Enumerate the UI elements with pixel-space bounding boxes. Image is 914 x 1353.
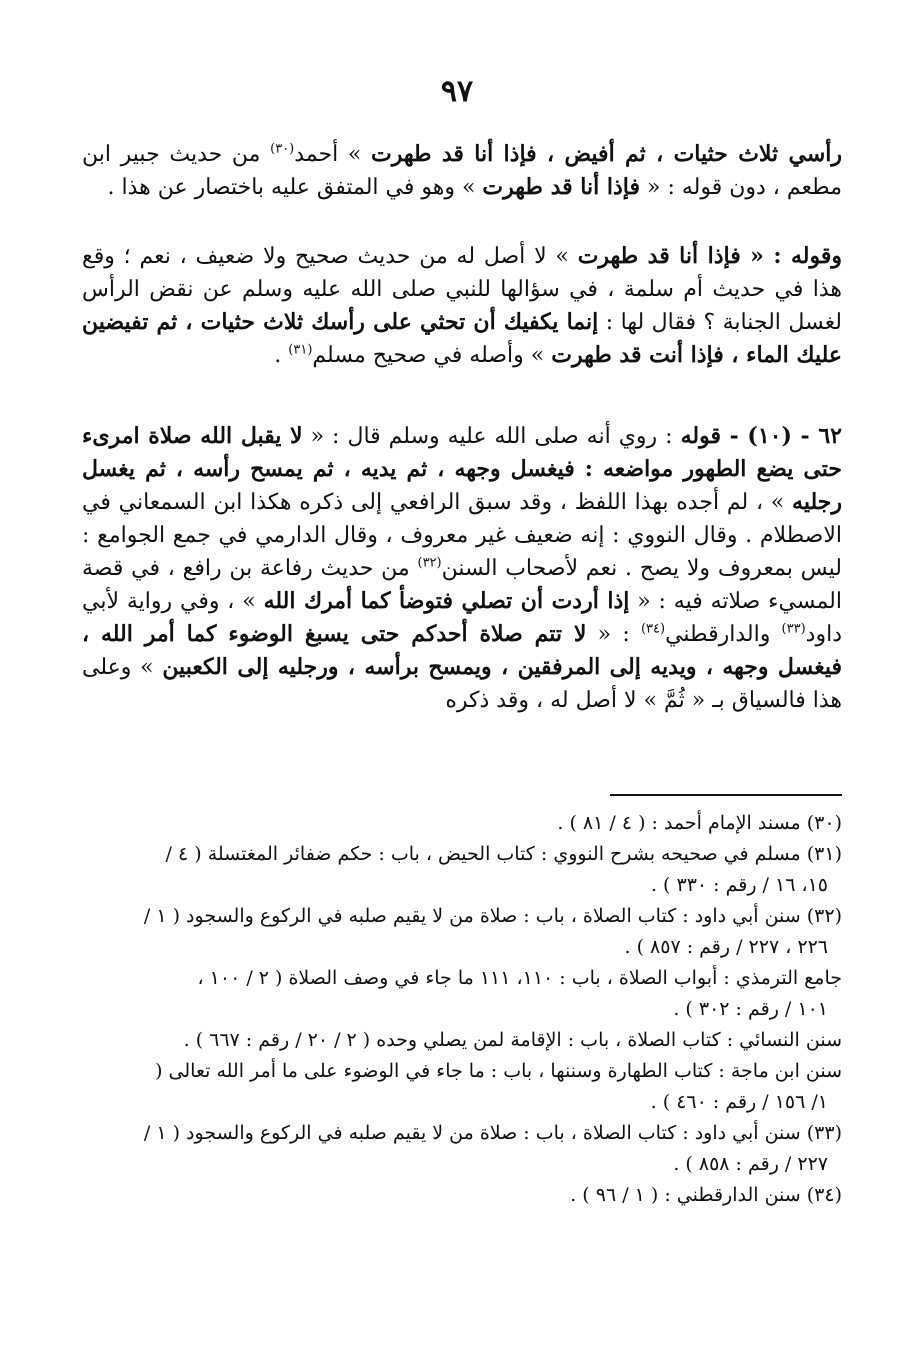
paragraph-3 <box>82 420 842 717</box>
text-run: » لا أصل له من حديث صحيح ولا ضعيف ، نعم ؛ وقع هذا في حديث أم سلمة ، في سؤالها للنبي صلى الله عليه وسلم عن نقض الرأس لغسل الجنابة ؟ فقال لها : <box>82 244 843 335</box>
footnote-ref: (٣٣) <box>781 621 806 637</box>
bold-text: رأسي ثلاث حثيات ، ثم أفيض ، فإذا أنا قد طهرت <box>371 141 843 167</box>
text-run: والدارقطني <box>665 622 782 647</box>
footnote-32-nasai: سنن النسائي : كتاب الصلاة ، باب : الإقامة لمن يصلي وحده ( ٢ / ٢٠ / رقم : ٦٦٧ ) . <box>183 1029 842 1051</box>
bold-text: ٦٢ - (١٠) - قوله <box>680 423 842 449</box>
text-run: » ، وفي رواية لأبي داود <box>82 589 842 647</box>
footnote-separator <box>610 794 842 796</box>
footnote-ref: (٣٢) <box>417 555 442 571</box>
bold-text: وقوله : « <box>740 243 842 269</box>
text-run: . <box>274 343 289 368</box>
text-run: من حديث رفاعة بن رافع ، في قصة المسيء صلاته فيه : « <box>82 556 842 614</box>
bold-text: لا تتم صلاة أحدكم حتى يسبغ الوضوء كما أمر الله ، فيغسل وجهه ، ويديه إلى المرفقين ، ويمسح برأسه ، ورجليه إلى الكعبين <box>82 621 842 680</box>
paragraph-1 <box>82 138 842 204</box>
text-run: » أحمد <box>294 142 372 167</box>
page-number: ٩٧ <box>440 74 474 109</box>
footnote-32-ibn-majah: سنن ابن ماجة : كتاب الطهارة وسننها ، باب : ما جاء في الوضوء على ما أمر الله تعالى ( ١/ ١٥٦ / رقم : ٤٦٠ ) . <box>155 1060 842 1113</box>
text-run: » وعلى هذا فالسياق بـ « ثُمَّ » لا أصل له ، وقد ذكره <box>82 655 842 713</box>
bold-text: إنما يكفيك أن تحثي على رأسك ثلاث حثيات ، ثم تفيضين عليك الماء ، فإذا أنت قد طهرت <box>82 309 842 368</box>
bold-text: فإذا أنا قد طهرت <box>577 243 741 269</box>
text-run: : روي أنه صلى الله عليه وسلم قال : « <box>302 424 681 449</box>
bold-text: لا يقبل الله صلاة امرىء حتى يضع الطهور مواضعه : فيغسل وجهه ، ثم يديه ، ثم يمسح رأسه ، ثم يغسل رجليه <box>82 423 842 515</box>
footnote-32: (٣٢) سنن أبي داود : كتاب الصلاة ، باب : صلاة من لا يقيم صلبه في الركوع والسجود ( ١ / ٢٢٦ ، ٢٢٧ / رقم : ٨٥٧ ) . <box>143 905 842 958</box>
footnotes <box>82 808 842 1211</box>
text-run: » وهو في المتفق عليه باختصار عن هذا . <box>107 175 483 200</box>
footnote-32-tirmidhi: جامع الترمذي : أبواب الصلاة ، باب : ١١٠، ١١١ ما جاء في وصف الصلاة ( ٢ / ١٠٠ ، ١٠١ / رقم : ٣٠٢ ) . <box>197 967 842 1020</box>
paragraph-2 <box>82 240 842 372</box>
footnote-31: (٣١) مسلم في صحيحه بشرح النووي : كتاب الحيض ، باب : حكم ضفائر المغتسلة ( ٤ / ١٥، ١٦ / رقم : ٣٣٠ ) . <box>165 843 842 896</box>
footnote-30: (٣٠) مسند الإمام أحمد : ( ٤ / ٨١ ) . <box>557 812 842 834</box>
text-run: » وأصله في صحيح مسلم <box>312 343 552 368</box>
footnote-33: (٣٣) سنن أبي داود : كتاب الصلاة ، باب : صلاة من لا يقيم صلبه في الركوع والسجود ( ١ / ٢٢٧ / رقم : ٨٥٨ ) . <box>143 1122 842 1175</box>
footnote-ref: (٣١) <box>288 342 313 358</box>
text-run: من حديث جبير ابن مطعم ، دون قوله : « <box>82 142 842 200</box>
footnote-34: (٣٤) سنن الدارقطني : ( ١ / ٩٦ ) . <box>570 1184 842 1206</box>
text-run: : « <box>586 622 641 647</box>
footnote-ref: (٣٠) <box>270 141 295 157</box>
text-run: » ، لم أجده بهذا اللفظ ، وقد سبق الرافعي إلى ذكره هكذا ابن السمعاني في الاصطلام . وقال النووي : إنه ضعيف غير معروف ، وقال الدارمي في جمع الجوامع : ليس بمعروف ولا يصح . نعم لأصحاب السنن <box>82 490 842 581</box>
bold-text: فإذا أنا قد طهرت <box>482 174 641 200</box>
footnote-ref: (٣٤) <box>640 621 666 637</box>
bold-text: إذا أردت أن تصلي فتوضأ كما أمرك الله <box>263 588 630 614</box>
